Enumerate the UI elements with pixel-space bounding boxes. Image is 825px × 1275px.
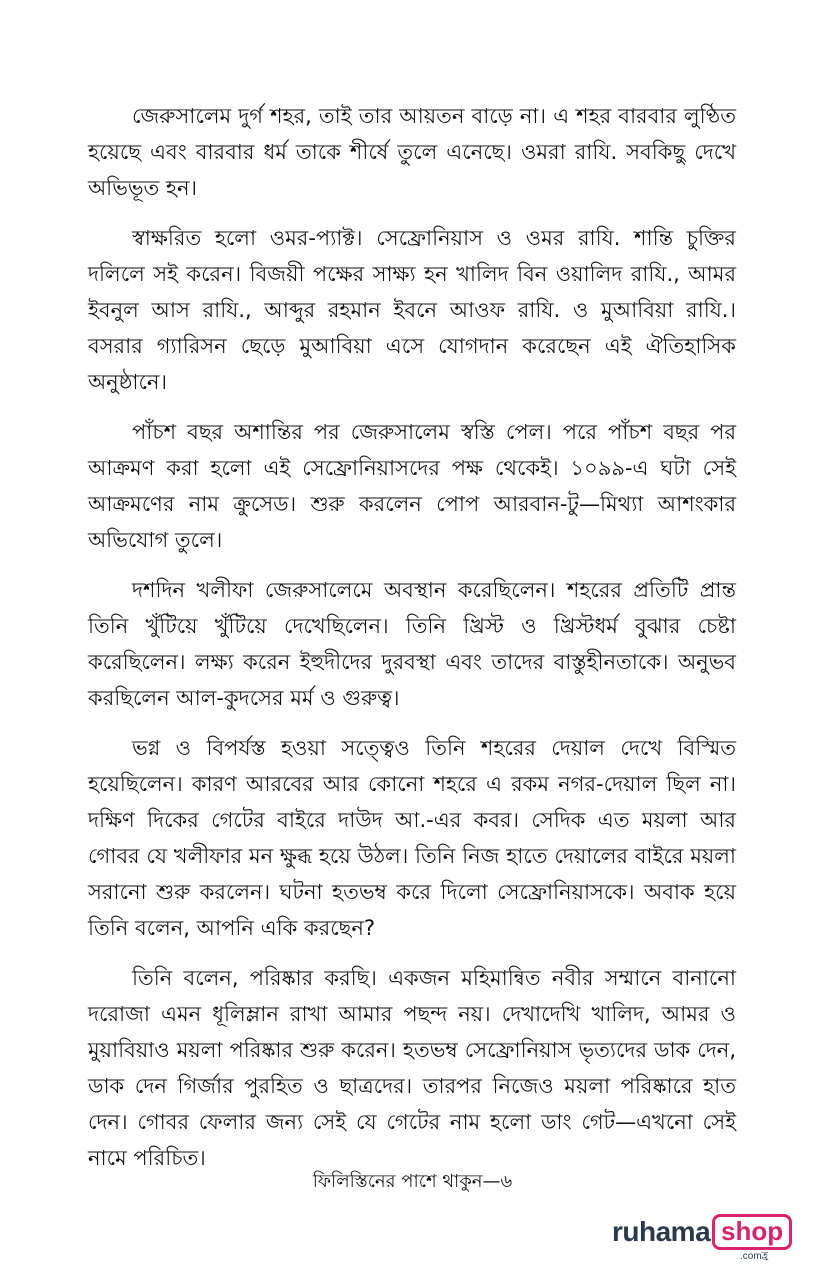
paragraph-6: তিনি বলেন, পরিষ্কার করছি। একজন মহিমান্বিত নবীর সম্মানে বানানো দরোজা এমন ধূলিম্লান রাখা আমার পছন্দ নয়। দেখাদেখি খালিদ, আমর ও মুয়াবিয়াও ময়লা পরিষ্কার শুরু করেন। হতভম্ব সেফ্রোনিয়াস ভৃত্যদের ডাক দেন, ডাক দেন গির্জার পুরহিত ও ছাত্রদের। তারপর নিজেও ময়লা পরিষ্কারে হাত দেন। গোবর ফেলার জন্য সেই যে গেটের নাম হলো ডাং গেট—এখনো সেই নামে পরিচিত।	[88, 966, 736, 1170]
paragraph-1: জেরুসালেম দুর্গ শহর, তাই তার আয়তন বাড়ে না। এ শহর বারবার লুণ্ঠিত হয়েছে এবং বারবার ধর্ম তাকে শীর্ষে তুলে এনেছে। ওমরা রাযি. সবকিছু দেখে অভিভূত হন।	[88, 104, 736, 200]
running-footer: ফিলিস্তিনের পাশে থাকুন—৬	[312, 1171, 513, 1192]
ruhamashop-logo	[612, 1214, 784, 1262]
logo-text-ruhama: ruhama	[612, 1216, 711, 1247]
paragraph-2: স্বাক্ষরিত হলো ওমর-প্যাক্ট। সেফ্রোনিয়াস ও ওমর রাযি. শান্তি চুক্তির দলিলে সই করেন। বিজয়ী পক্ষের সাক্ষ্য হন খালিদ বিন ওয়ালিদ রাযি., আমর ইবনুল আস রাযি., আব্দুর রহমান ইবনে আওফ রাযি. ও মুআবিয়া রাযি.। বসরার গ্যারিসন ছেড়ে মুআবিয়া এসে যোগদান করেছেন এই ঐতিহাসিক অনুষ্ঠানে।	[88, 226, 736, 394]
paragraph-5: ভগ্ন ও বিপর্যস্ত হওয়া সত্ত্বেও তিনি শহরের দেয়াল দেখে বিস্মিত হয়েছিলেন। কারণ আরবের আর কোনো শহরে এ রকম নগর-দেয়াল ছিল না। দক্ষিণ দিকের গেটের বাইরে দাউদ আ.-এর কবর। সেদিক এত ময়লা আর গোবর যে খলীফার মন ক্ষুব্ধ হয়ে উঠল। তিনি নিজ হাতে দেয়ালের বাইরে ময়লা সরানো শুরু করলেন। ঘটনা হতভম্ব করে দিলো সেফ্রোনিয়াসকে। অবাক হয়ে তিনি বলেন, আপনি একি করছেন?	[88, 736, 736, 940]
paragraph-4: দশদিন খলীফা জেরুসালেমে অবস্থান করেছিলেন। শহরের প্রতিটি প্রান্ত তিনি খুঁটিয়ে খুঁটিয়ে দেখেছিলেন। তিনি খ্রিস্ট ও খ্রিস্টধর্ম বুঝার চেষ্টা করেছিলেন। লক্ষ্য করেন ইহুদীদের দুরবস্থা এবং তাদের বাস্তুহীনতাকে। অনুভব করছিলেন আল-কুদসের মর্ম ও গুরুত্ব।	[88, 578, 736, 710]
page-body	[88, 98, 736, 1190]
paragraph-3: পাঁচশ বছর অশান্তির পর জেরুসালেম স্বস্তি পেল। পরে পাঁচশ বছর পর আক্রমণ করা হলো এই সেফ্রোনিয়াসদের পক্ষ থেকেই। ১০৯৯-এ ঘটা সেই আক্রমণের নাম ক্রুসেড। শুরু করলেন পোপ আরবান-টু—মিথ্যা আশংকার অভিযোগ তুলে।	[88, 420, 736, 552]
logo-text-shop: shop	[712, 1214, 792, 1250]
logo-text-com: .comহ্র	[740, 1251, 769, 1262]
